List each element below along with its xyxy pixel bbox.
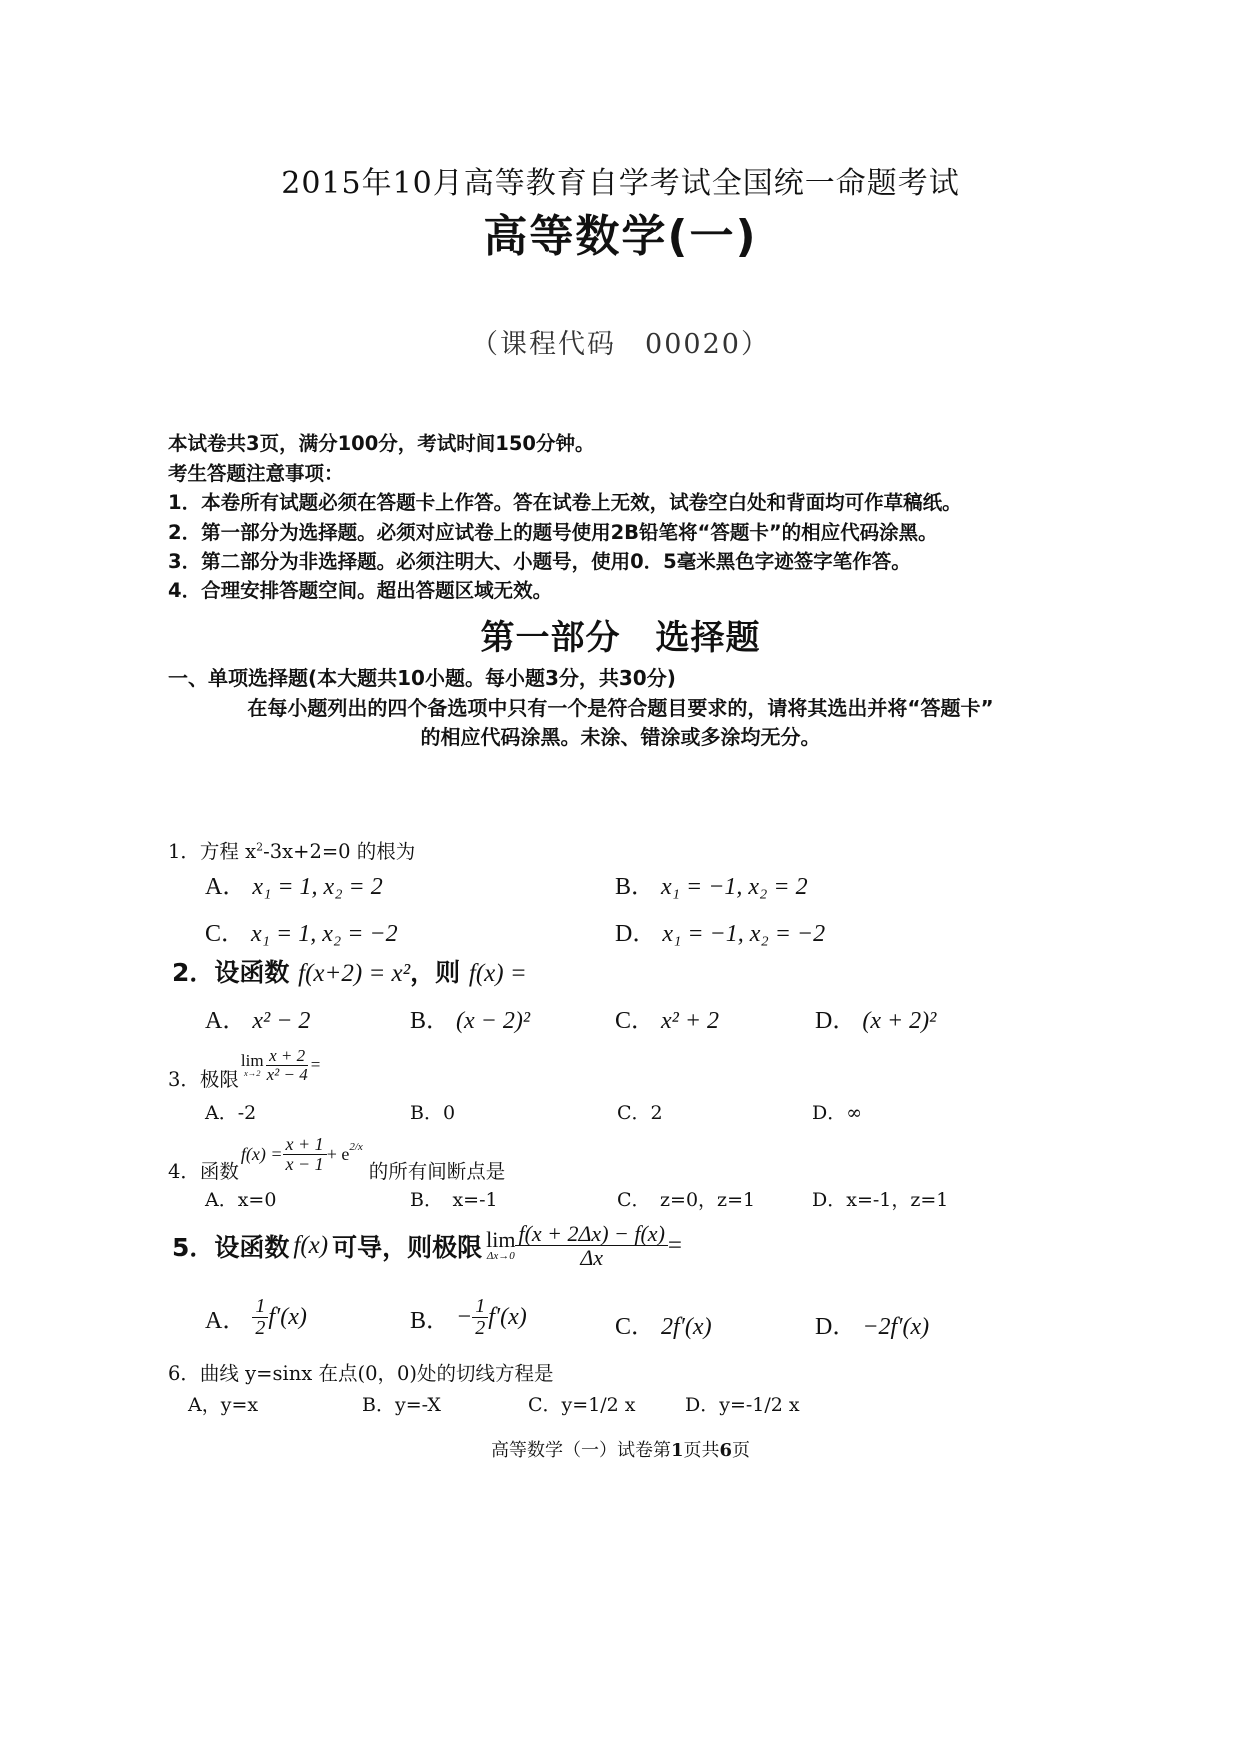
question-3-stem: 3．极限 lim x→2 $\frac{x + 2}{\text{x² − 4}}$ = [168, 1045, 321, 1091]
question-3-option-c: C．2 [617, 1102, 663, 1124]
part-title: 第一部分 选择题 [480, 618, 761, 658]
question-2-option-a: A． x² − 2 [205, 1008, 311, 1034]
question-3-option-b: B．0 [410, 1102, 456, 1124]
limit-fraction: $\frac{x + 2}{\text{x² − 4}}$ [266, 1045, 308, 1084]
page-total: 6 [719, 1440, 733, 1461]
page-number: 1 [670, 1440, 684, 1461]
section-instruction: 的相应代码涂黑。未涂、错涂或多涂均无分。 [420, 725, 821, 749]
notice-item: 2．第一部分为选择题。必须对应试卷上的题号使用2B铅笔将“答题卡”的相应代码涂黑。 [168, 521, 938, 544]
question-2-option-c: C． x² + 2 [615, 1008, 720, 1034]
question-1-option-c: C． x₁ = 1, x₂ = −2 [205, 921, 398, 947]
question-4-option-c: C． z=0，z=1 [617, 1189, 756, 1211]
notice-summary: 本试卷共3页，满分100分，考试时间150分钟。 [168, 432, 595, 455]
question-5-option-a: A． $\frac{1}{2}$ f′(x) [205, 1295, 307, 1339]
notice-item: 4．合理安排答题空间。超出答题区域无效。 [168, 579, 553, 602]
section-heading: 一、单项选择题(本大题共10小题。每小题3分，共30分) [168, 666, 676, 690]
notice-item: 1．本卷所有试题必须在答题卡上作答。答在试卷上无效，试卷空白处和背面均可作草稿纸。 [168, 491, 962, 514]
question-1-stem: 1．方程 $x^2-3x+2=0$ 的根为 [168, 840, 416, 863]
question-2-option-d: D． (x + 2)² [815, 1008, 937, 1034]
question-2-stem: 2．设函数 f(x+2) = x²，则 f(x) = [172, 958, 527, 987]
question-4-option-a: A．x=0 [205, 1189, 277, 1211]
question-4-option-d: D．x=-1，z=1 [812, 1189, 949, 1211]
limit-operator: lim x→2 [240, 1051, 264, 1079]
course-code: （课程代码 00020） [471, 329, 770, 360]
limit-fraction: $\frac{f(x + 2\Delta x) - f(x)}{\Delta x}$ [515, 1222, 667, 1269]
question-4-stem: 4．函数 f(x) = $\frac{x + 1}{x - 1}$ + e $^{2/x}$ 的所有间断点是 [168, 1133, 506, 1183]
question-3-option-d: D．∞ [812, 1102, 863, 1124]
question-6-option-a: A，y=x [188, 1394, 259, 1416]
notice-heading: 考生答题注意事项： [168, 462, 344, 485]
exam-line: 2015年10月高等教育自学考试全国统一命题考试 [281, 166, 960, 201]
question-5-option-d: D． −2f′(x) [815, 1314, 930, 1340]
function-fraction: $\frac{x + 1}{x - 1}$ [283, 1135, 327, 1174]
notice-item: 3．第二部分为非选择题。必须注明大、小题号，使用0．5毫米黑色字迹签字笔作答。 [168, 550, 911, 573]
question-2-option-b: B． (x − 2)² [410, 1008, 531, 1034]
limit-operator: lim Δx→0 [486, 1227, 516, 1263]
question-5-option-b: B． − $\frac{1}{2}$ f′(x) [410, 1295, 527, 1339]
question-6-option-d: D．y=-1/2 x [685, 1394, 800, 1416]
question-4-option-b: B． x=-1 [410, 1189, 498, 1211]
question-3-option-a: A．-2 [205, 1102, 257, 1124]
section-instruction: 在每小题列出的四个备选项中只有一个是符合题目要求的，请将其选出并将“答题卡” [247, 696, 994, 720]
question-1-option-d: D． x₁ = −1, x₂ = −2 [615, 921, 826, 947]
question-6-option-b: B．y=-X [362, 1394, 441, 1416]
question-1-option-b: B． x₁ = −1, x₂ = 2 [615, 874, 808, 900]
question-1-option-a: A． x₁ = 1, x₂ = 2 [205, 874, 383, 900]
question-6-option-c: C．y=1/2 x [528, 1394, 636, 1416]
page-footer: 高等数学（一）试卷第1页共6页 [490, 1440, 751, 1461]
question-5-stem: 5．设函数 f(x) 可导，则极限 lim Δx→0 $\frac{f(x + 2\Delta x) - f(x)}{\Delta x}$ = [172, 1221, 683, 1271]
question-5-option-c: C． 2f′(x) [615, 1314, 712, 1340]
question-6-stem: 6．曲线 y=sinx 在点(0，0)处的切线方程是 [168, 1362, 554, 1385]
subject-title: 高等数学(一) [483, 211, 758, 262]
